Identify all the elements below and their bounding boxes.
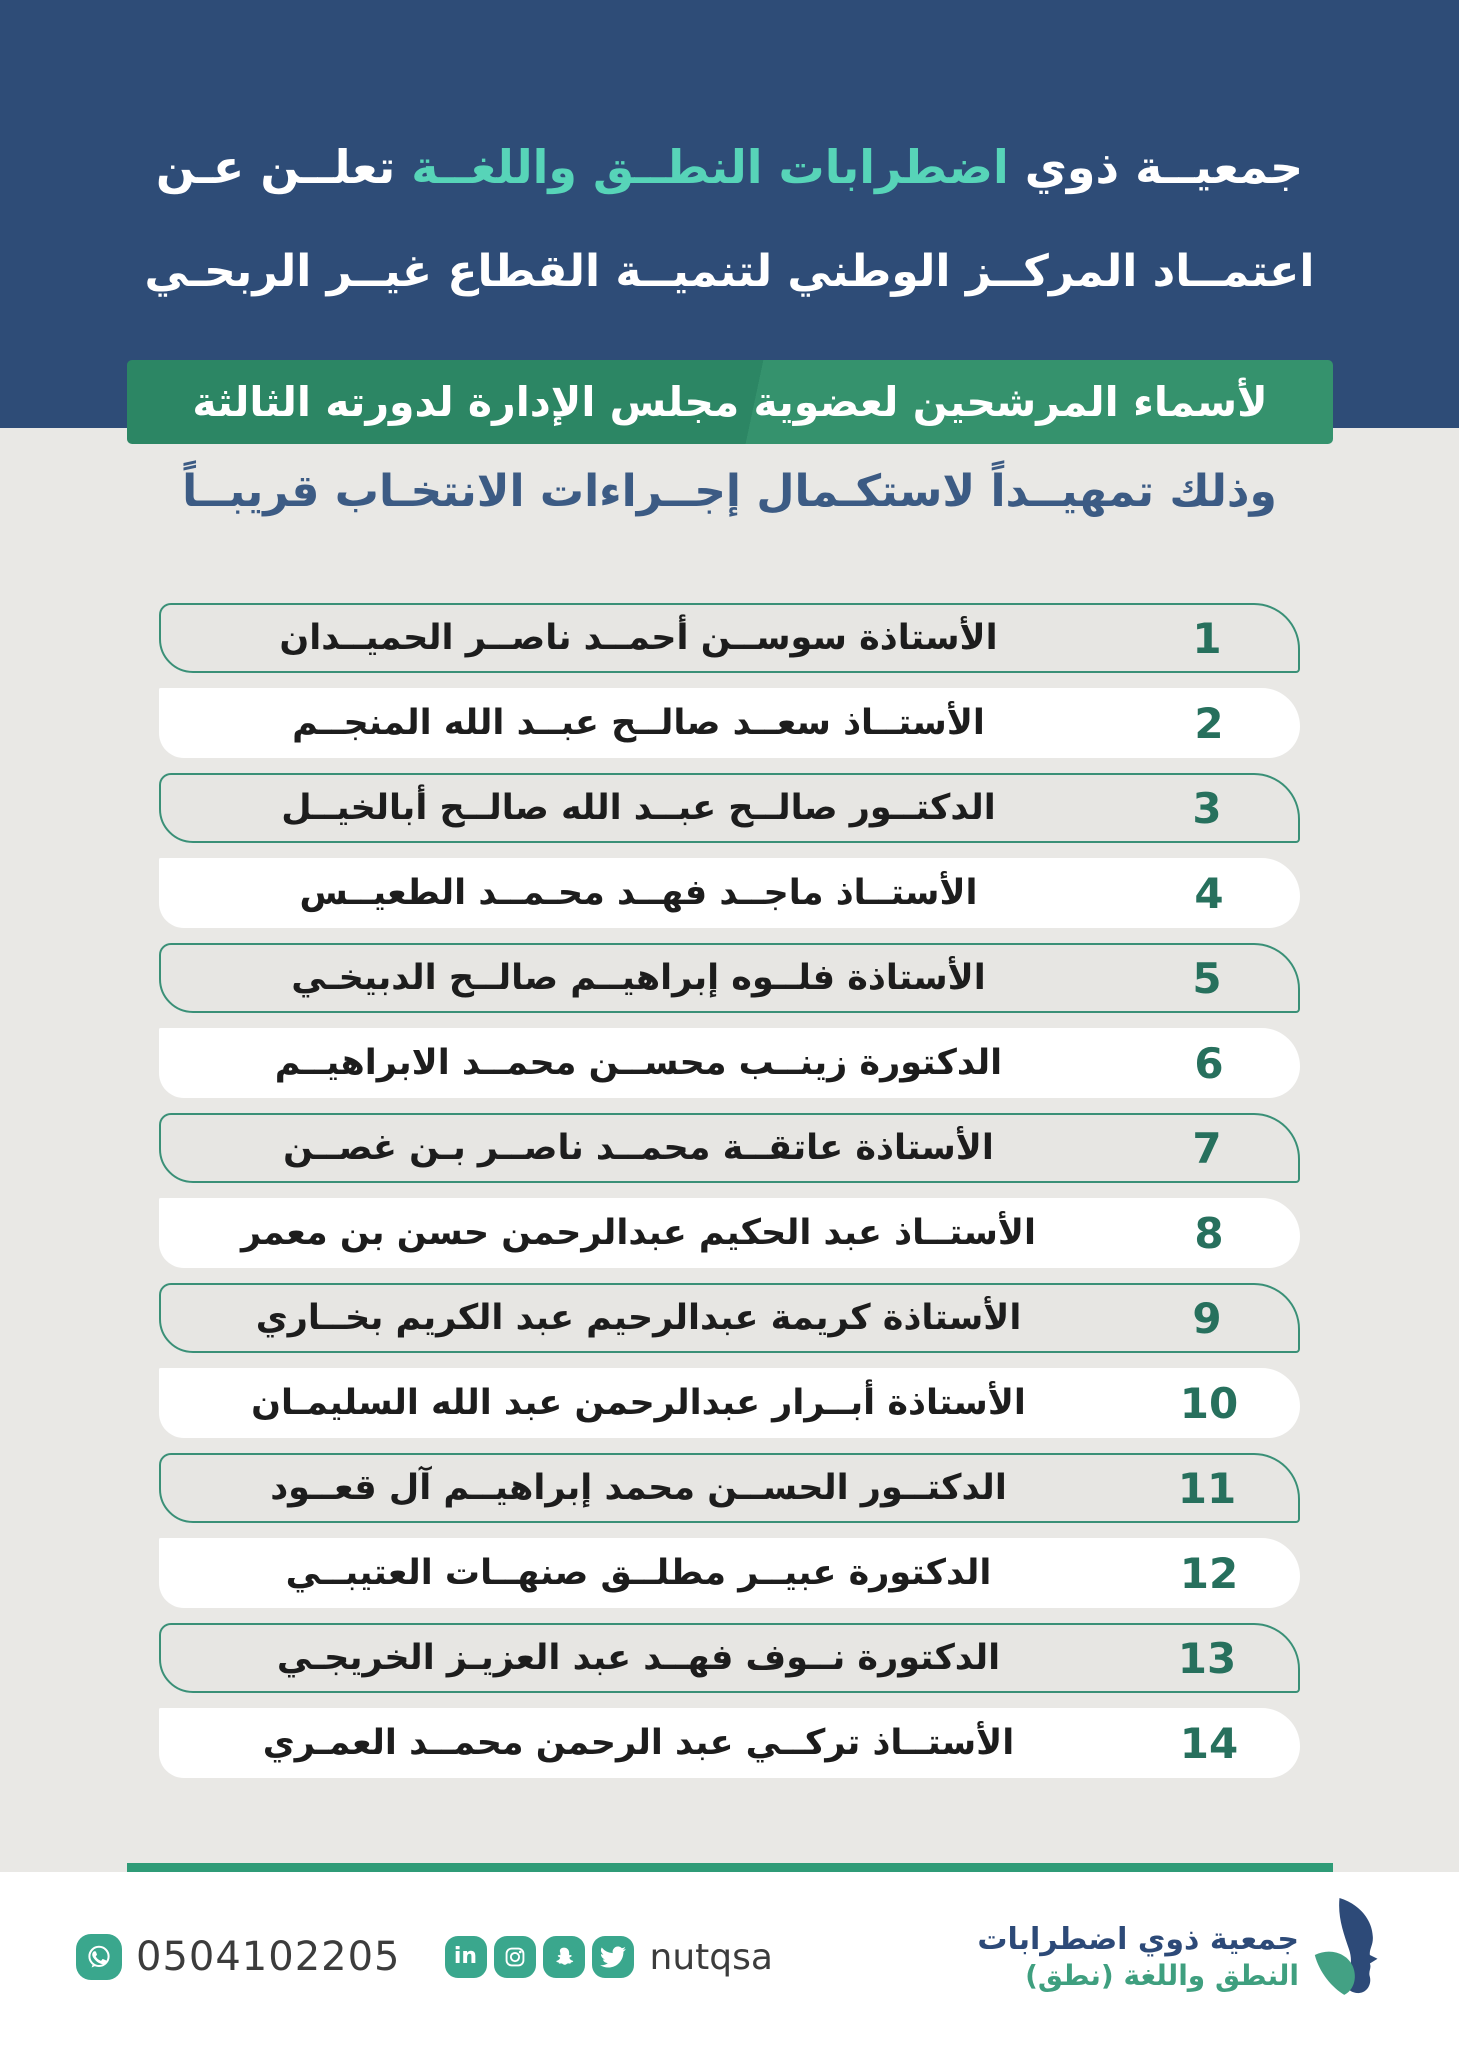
candidate-number: 12 bbox=[1179, 1548, 1239, 1598]
header-line1 bbox=[0, 140, 1459, 194]
candidate-row bbox=[159, 1113, 1300, 1183]
header-line2: اعتمــاد المركــز الوطني لتنميــة القطاع غيــر الربحـي bbox=[144, 246, 1315, 297]
candidate-name: الأستاذة كريمة عبدالرحيم عبد الكريم بخــاري bbox=[255, 1298, 1022, 1338]
candidate-number: 14 bbox=[1179, 1718, 1239, 1768]
social-handle[interactable]: nutqsa bbox=[649, 1936, 773, 1978]
candidate-row bbox=[159, 1028, 1300, 1098]
candidate-row bbox=[159, 1453, 1300, 1523]
linkedin-icon[interactable]: in bbox=[445, 1936, 487, 1978]
org-logo-icon bbox=[1311, 1898, 1387, 2016]
candidate-number: 4 bbox=[1194, 868, 1224, 918]
footer-logo bbox=[977, 1872, 1387, 2042]
candidate-number: 5 bbox=[1192, 953, 1222, 1003]
candidate-number: 9 bbox=[1192, 1293, 1222, 1343]
candidate-number: 10 bbox=[1179, 1378, 1239, 1428]
banner-title: لأسماء المرشحين لعضوية مجلس الإدارة لدورته الثالثة bbox=[192, 378, 1268, 426]
footer-contact bbox=[76, 1872, 773, 2042]
candidate-name: الدكتورة زينــب محســن محمــد الابراهيــم bbox=[274, 1043, 1003, 1083]
candidate-name: الأستــاذ عبد الحكيم عبدالرحمن حسن بن معمر bbox=[241, 1213, 1036, 1253]
candidate-name: الأستــاذ سعــد صالــح عبــد الله المنجــم bbox=[292, 703, 985, 743]
candidate-name: الأستــاذ تركــي عبد الرحمن محمــد العمـري bbox=[262, 1723, 1015, 1763]
org-name-line1: جمعية ذوي اضطرابات bbox=[977, 1921, 1299, 1957]
subtitle: وذلك تمهيــداً لاستكـمال إجــراءات الانتخـاب قريبــاً bbox=[182, 466, 1277, 517]
candidate-name: الدكتــور الحســن محمد إبراهيــم آل قعــود bbox=[270, 1468, 1007, 1508]
candidate-list bbox=[159, 603, 1300, 1778]
header-line1-teal: اضطرابات النطــق واللغــة bbox=[411, 140, 1009, 194]
candidate-name: الأستاذة فلــوه إبراهيــم صالــح الدبيخـي bbox=[291, 958, 986, 998]
candidate-row bbox=[159, 1538, 1300, 1608]
candidate-row bbox=[159, 688, 1300, 758]
candidate-number: 7 bbox=[1192, 1123, 1222, 1173]
candidate-row bbox=[159, 773, 1300, 843]
candidate-name: الأستاذة سوســن أحمــد ناصــر الحميــدان bbox=[279, 618, 998, 658]
candidate-row bbox=[159, 603, 1300, 673]
candidate-number: 11 bbox=[1177, 1463, 1237, 1513]
candidate-number: 3 bbox=[1192, 783, 1222, 833]
org-name-line2: النطق واللغة (نطق) bbox=[1025, 1959, 1299, 1993]
candidate-name: الدكتورة نــوف فهــد عبد العزيـز الخريجـي bbox=[276, 1638, 1001, 1678]
twitter-icon[interactable] bbox=[592, 1936, 634, 1978]
candidate-row bbox=[159, 1368, 1300, 1438]
candidate-row bbox=[159, 1708, 1300, 1778]
candidate-number: 6 bbox=[1194, 1038, 1224, 1088]
candidate-number: 13 bbox=[1177, 1633, 1237, 1683]
candidate-row bbox=[159, 1283, 1300, 1353]
candidate-name: الدكتورة عبيــر مطلــق صنهــات العتيبــي bbox=[285, 1553, 992, 1593]
candidate-row bbox=[159, 858, 1300, 928]
candidate-row bbox=[159, 1623, 1300, 1693]
candidate-name: الدكتــور صالــح عبــد الله صالــح أبالخيــل bbox=[281, 788, 996, 828]
candidate-number: 2 bbox=[1194, 698, 1224, 748]
header-line1-white-start: جمعيــة ذوي bbox=[1024, 140, 1304, 194]
instagram-icon[interactable] bbox=[494, 1936, 536, 1978]
candidate-name: الأستاذة عاتقــة محمــد ناصــر بـن غصــن bbox=[283, 1128, 994, 1168]
social-icons bbox=[445, 1936, 634, 1978]
org-name bbox=[977, 1921, 1299, 1994]
candidate-number: 8 bbox=[1194, 1208, 1224, 1258]
candidate-row bbox=[159, 1198, 1300, 1268]
whatsapp-icon[interactable] bbox=[76, 1934, 122, 1980]
snapchat-icon[interactable] bbox=[543, 1936, 585, 1978]
phone-number[interactable]: 0504102205 bbox=[136, 1934, 401, 1980]
candidate-name: الأستــاذ ماجــد فهــد محـمــد الطعيــس bbox=[299, 873, 978, 913]
footer-divider bbox=[127, 1863, 1333, 1872]
title-banner bbox=[127, 360, 1333, 444]
candidate-name: الأستاذة أبــرار عبدالرحمن عبد الله السليمـان bbox=[251, 1383, 1026, 1423]
candidate-number: 1 bbox=[1192, 613, 1222, 663]
candidate-row bbox=[159, 943, 1300, 1013]
header-line1-white-end: تعلــن عـن bbox=[155, 140, 396, 194]
